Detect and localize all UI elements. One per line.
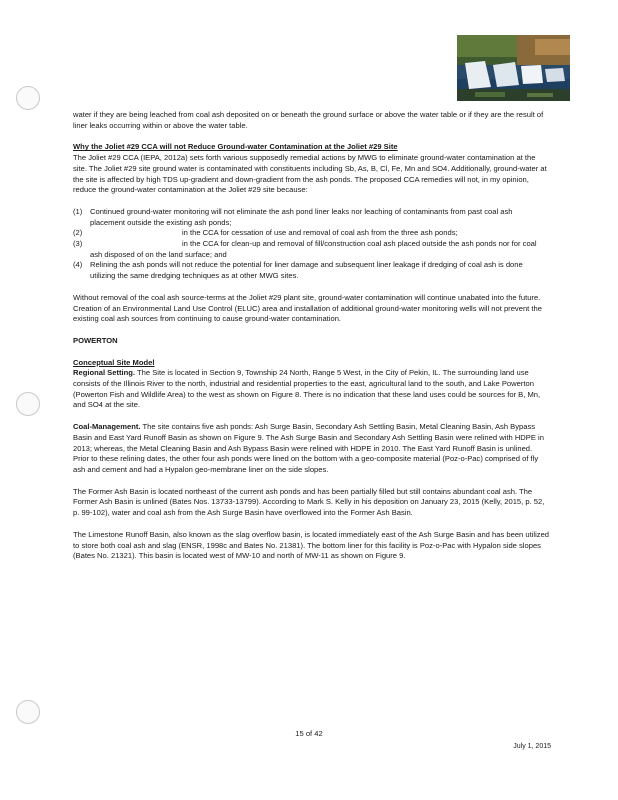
list-text: in the CCA for clean-up and removal of fill/construction coal ash placed outside the ash ponds nor for coal ash disposed of on the land surface; and	[90, 239, 537, 259]
list-item	[73, 239, 549, 260]
list-text: in the CCA for cessation of use and removal of coal ash from the three ash ponds;	[182, 228, 458, 238]
footer-date: July 1, 2015	[513, 743, 551, 750]
regional-setting-label: Regional Setting.	[73, 368, 136, 378]
section-heading-joliet: Why the Joliet #29 CCA will not Reduce Ground-water Contamination at the Joliet #29 Site	[73, 142, 398, 152]
list-number: (3)	[73, 239, 83, 249]
list-text: Relining the ash ponds will not reduce the potential for liner damage and subsequent liner leakage if dredging of coal ash is done utilizing the same dredging techniques as at other MWG sites.	[90, 260, 523, 281]
list-number: (4)	[73, 260, 83, 270]
list-item	[73, 207, 549, 228]
closing-paragraph: Without removal of the coal ash source-terms at the Joliet #29 plant site, ground-water contamination will continue unabated into the future. Creation of an Environmental Land Use Control (ELUC) area and installation of additional ground-water monitoring wells will not prevent the existing coal ash sources from continuing to cause ground-water contamination.	[73, 292, 542, 324]
coal-management-label: Coal-Management.	[73, 422, 141, 432]
document-body	[73, 110, 549, 562]
waterfall-photo	[457, 35, 570, 101]
joliet-paragraph: The Joliet #29 CCA (IEPA, 2012a) sets forth various supposedly remedial actions by MWG to eliminate ground-water contamination at the site. The Joliet #29 site ground water is contaminated with constituents including Sb, As, B, Cl, Fe, Mn and SO4. Additionally, ground-water at the site is affected by high TDS up-gradient and down-gradient from the ash ponds. The proposed CCA remedies will not, in my opinion, reduce the ground-water contamination at the Joliet #29 site because:	[73, 153, 547, 195]
section-heading-powerton: POWERTON	[73, 335, 118, 345]
regional-setting-text: The Site is located in Section 9, Township 24 North, Range 5 West, in the City of Pekin, IL. The surrounding land use consists of the Illinois River to the north, industrial and residential properties to the east, agricultural land to the south, and Lake Powerton (Powerton Fish and Wildlife Area) to the west as shown on Figure 8. There is no indication that these land uses could be sources for B, Mn, and SO4 at the site.	[73, 368, 541, 410]
coal-management-paragraph	[73, 422, 549, 476]
former-ash-basin-paragraph: The Former Ash Basin is located northeast of the current ash ponds and has been partially filled but still contains abundant coal ash. The Former Ash Basin is unlined (Bates Nos. 13733-13799). According to Mark S. Kelly in his deposition on January 23, 2015 (Kelly, 2015, p. 52, p. 99-102), water and coal ash from the Ash Surge Basin have overflowed into the Former Ash Basin.	[73, 486, 545, 518]
reasons-list	[73, 207, 549, 282]
list-item	[73, 228, 549, 239]
limestone-runoff-paragraph: The Limestone Runoff Basin, also known as the slag overflow basin, is located immediately east of the Ash Surge Basin and has been utilized to store both coal ash and slag (ENSR, 1998c and Bates No. 21381). The bottom liner for this facility is Poz-o-Pac with Hypalon side slopes (Bates No. 21321). This basin is located west of MW-10 and north of MW-11 as shown on Figure 9.	[73, 529, 550, 561]
punch-hole	[16, 86, 40, 110]
coal-management-text: The site contains five ash ponds: Ash Surge Basin, Secondary Ash Settling Basin, Metal Cleaning Basin, Ash Bypass Basin and East Yard Runoff Basin as shown on Figure 9. The Ash Surge Basin and Secondary Ash Settling Basin were relined with HDPE in 2013; whereas, the Metal Cleaning Basin and Ash Bypass Basin were relined with HDPE in 2010. The East Yard Runoff Basin is unlined. Prior to these relining dates, the other four ash ponds were lined on the bottom with a geo-composite material (Poz-o-Pac) comprised of fly ash and cement and had a Hypalon geo-membrane liner on the side slopes.	[73, 422, 544, 474]
punch-hole	[16, 392, 40, 416]
list-number: (2)	[73, 228, 83, 238]
subheading-conceptual-site-model: Conceptual Site Model	[73, 357, 155, 367]
regional-setting-paragraph	[73, 368, 549, 411]
list-item	[73, 260, 549, 281]
list-number: (1)	[73, 206, 83, 216]
punch-hole	[16, 700, 40, 724]
page-number: 15 of 42	[295, 729, 323, 738]
intro-paragraph: water if they are being leached from coal ash deposited on or beneath the ground surface or above the water table or if they are the result of liner leaks occurring within or above the water table.	[73, 110, 544, 130]
list-text: Continued ground-water monitoring will not eliminate the ash pond liner leaks nor leaching of contaminants from past coal ash placement outside the existing ash ponds;	[90, 206, 513, 227]
